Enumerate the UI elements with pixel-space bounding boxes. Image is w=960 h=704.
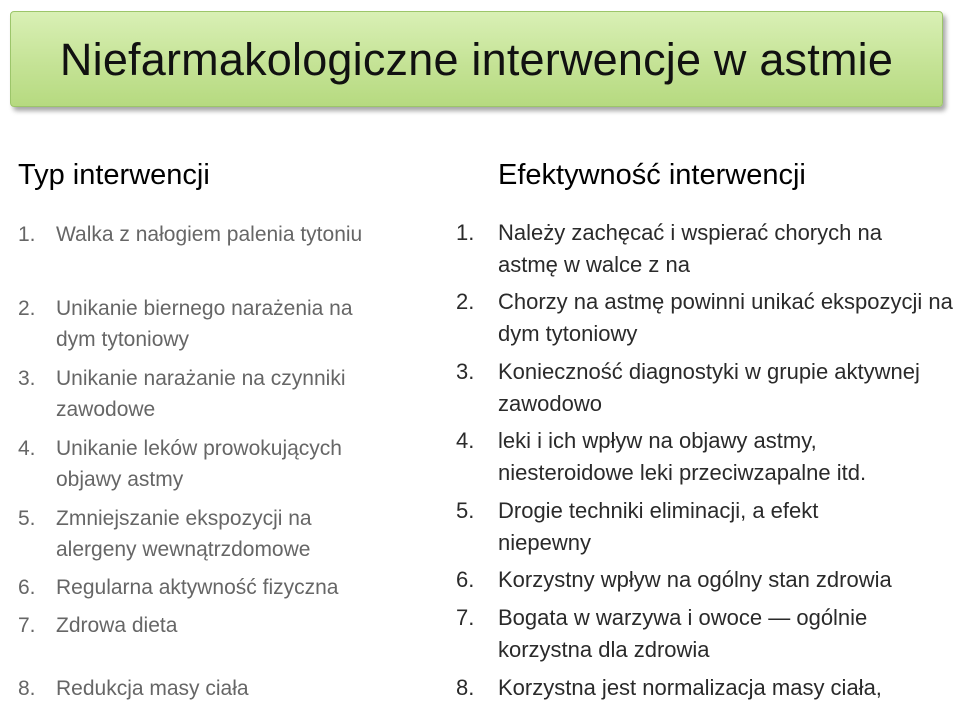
item-number: 1. <box>18 223 36 246</box>
item-number: 2. <box>18 297 36 320</box>
list-item <box>456 564 956 596</box>
item-number: 8. <box>456 675 475 700</box>
list-item <box>18 363 423 425</box>
item-number: 5. <box>456 498 475 523</box>
left-item-7-block <box>18 610 423 641</box>
item-text: Zdrowa dieta <box>56 614 178 637</box>
item-text: Korzystna jest normalizacja masy ciała, <box>498 675 882 700</box>
item-text: Bogata w warzywa i owoce — ogólnie korzystna dla zdrowia <box>498 605 868 662</box>
item-number: 4. <box>18 437 36 460</box>
item-text: Unikanie narażanie na czynniki zawodowe <box>56 367 346 421</box>
list-item <box>18 293 423 355</box>
list-item <box>456 495 956 559</box>
item-text: Konieczność diagnostyki w grupie aktywnej zawodowo <box>498 359 920 416</box>
item-number: 2. <box>456 289 475 314</box>
left-item-6-block <box>18 572 423 603</box>
item-number: 1. <box>456 220 475 245</box>
item-text: Unikanie leków prowokujących objawy astmy <box>56 437 342 491</box>
right-item-4-block <box>456 425 956 489</box>
list-item <box>456 217 936 281</box>
item-text: Zmniejszanie ekspozycji na alergeny wewnątrzdomowe <box>56 507 312 561</box>
list-item <box>456 425 956 489</box>
item-text: Korzystny wpływ na ogólny stan zdrowia <box>498 567 892 592</box>
item-text: Należy zachęcać i wspierać chorych na astmę w walce z na <box>498 220 882 277</box>
item-text: Regularna aktywność fizyczna <box>56 576 339 599</box>
list-item <box>456 602 956 666</box>
item-number: 7. <box>18 614 36 637</box>
list-item <box>18 503 423 565</box>
item-number: 4. <box>456 428 475 453</box>
slide-title: Niefarmakologiczne interwencje w astmie <box>59 34 894 85</box>
item-text: Walka z nałogiem palenia tytoniu <box>56 223 363 246</box>
left-item-2-block <box>18 293 423 355</box>
right-item-6-block <box>456 564 956 596</box>
list-item <box>456 356 956 420</box>
item-number: 6. <box>456 567 475 592</box>
left-item-4-block <box>18 433 423 495</box>
right-item-3-block <box>456 356 956 420</box>
item-number: 8. <box>18 677 36 700</box>
item-text: Drogie techniki eliminacji, a efekt niepewny <box>498 498 819 555</box>
title-banner <box>10 11 943 107</box>
list-item <box>456 286 956 350</box>
left-item-5-block <box>18 503 423 565</box>
item-number: 3. <box>18 367 36 390</box>
item-text: Redukcja masy ciała <box>56 677 249 700</box>
item-number: 7. <box>456 605 475 630</box>
item-number: 5. <box>18 507 36 530</box>
item-number: 3. <box>456 359 475 384</box>
right-column-heading: Efektywność interwencji <box>498 159 806 191</box>
list-item <box>18 673 423 704</box>
left-item-8-block <box>18 673 423 704</box>
item-text: Chorzy na astmę powinni unikać ekspozycji na dym tytoniowy <box>498 289 953 346</box>
item-text: leki i ich wpływ na objawy astmy, niesteroidowe leki przeciwzapalne itd. <box>498 428 867 485</box>
list-item <box>18 610 423 641</box>
list-item <box>456 672 956 704</box>
item-text: Unikanie biernego narażenia na dym tytoniowy <box>56 297 353 351</box>
right-item-5-block <box>456 495 956 559</box>
right-item-7-block <box>456 602 956 666</box>
list-item <box>18 219 423 250</box>
left-item-1-block <box>18 219 423 250</box>
list-item <box>18 433 423 495</box>
left-column-heading: Typ interwencji <box>18 159 210 191</box>
right-item-2-block <box>456 286 956 350</box>
left-item-3-block <box>18 363 423 425</box>
list-item <box>18 572 423 603</box>
right-item-1-block <box>456 217 936 281</box>
item-number: 6. <box>18 576 36 599</box>
right-item-8-block <box>456 672 956 704</box>
